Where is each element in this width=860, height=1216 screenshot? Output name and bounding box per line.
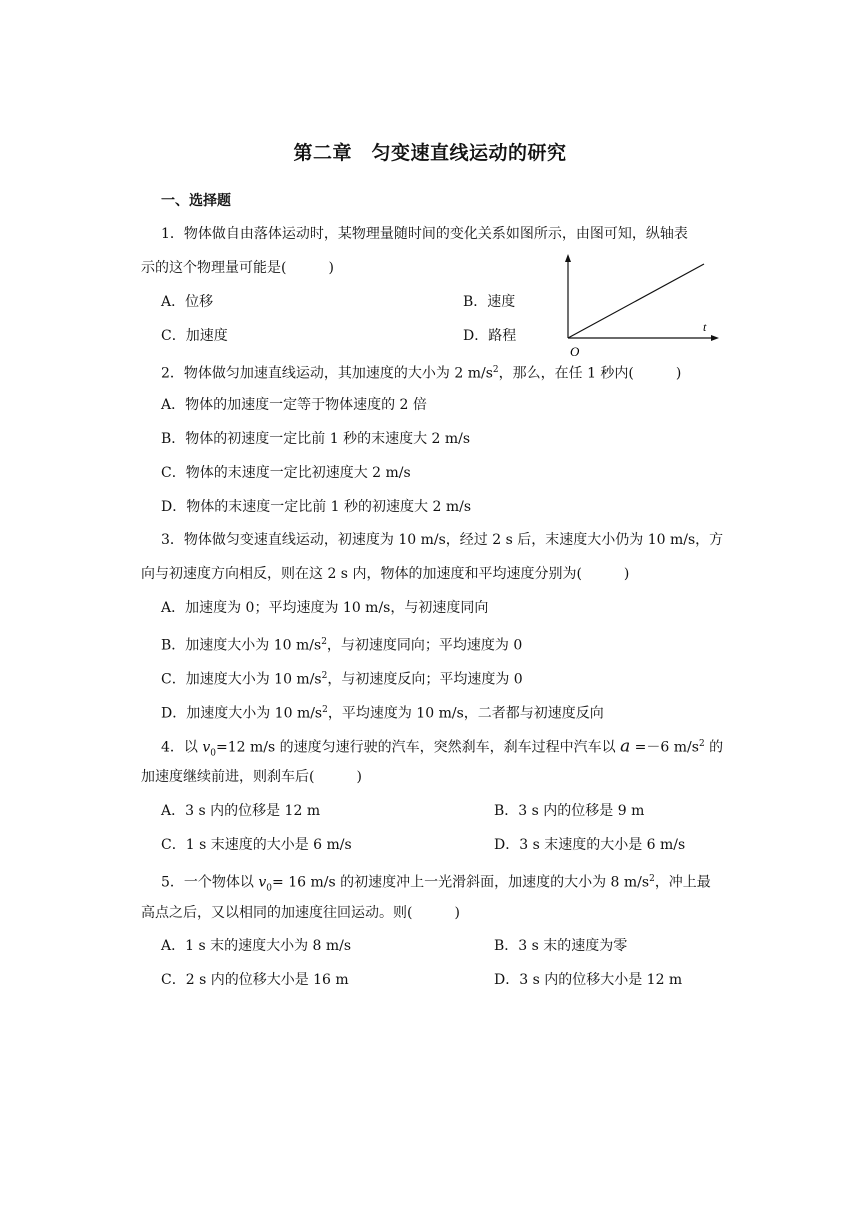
q5-option-c: C．2 s 内的位移大小是 16 m: [161, 972, 349, 988]
q2-stem-text-b: ，那么，在任 1 秒内( ): [498, 365, 682, 382]
q3-option-c-text-a: C．加速度大小为 10 m/s: [161, 671, 322, 688]
q3-stem-line2: 向与初速度方向相反，则在这 2 s 内，物体的加速度和平均速度分别为( ): [141, 566, 630, 582]
q1-option-b: B．速度: [463, 294, 516, 310]
q4-v-subscript: 0: [210, 748, 217, 759]
q2-option-d: D．物体的末速度一定比前 1 秒的初速度大 2 m/s: [161, 499, 472, 515]
q4-stem-line2: 加速度继续前进，则刹车后( ): [141, 769, 362, 785]
q1-option-a: A．位移: [161, 294, 214, 310]
q1-graph: [556, 252, 736, 360]
q4-option-c: C．1 s 末速度的大小是 6 m/s: [161, 837, 352, 853]
q3-option-c: [161, 666, 523, 690]
q5-v-subscript: 0: [266, 883, 273, 894]
q2-option-b: B．物体的初速度一定比前 1 秒的末速度大 2 m/s: [161, 431, 471, 447]
q1-option-c: C．加速度: [161, 328, 228, 344]
q4-option-a: A．3 s 内的位移是 12 m: [161, 803, 321, 819]
q3-option-d-sup: 2: [322, 705, 328, 715]
chapter-title: 第二章 匀变速直线运动的研究: [293, 142, 567, 164]
q4-stem-line1: [161, 734, 723, 763]
x-axis-arrow: [711, 335, 719, 341]
q5-text-c: ，冲上最: [654, 874, 711, 891]
q5-option-b: B．3 s 末的速度为零: [494, 938, 628, 954]
q3-stem-line1: 3．物体做匀变速直线运动，初速度为 10 m/s，经过 2 s 后，末速度大小仍为 10 m/s，方: [161, 532, 724, 548]
q4-text-b: =12 m/s 的速度匀速行驶的汽车，突然刹车，刹车过程中汽车以: [216, 739, 621, 756]
q2-stem-text-a: 2．物体做匀加速直线运动，其加速度的大小为 2 m/s: [161, 365, 493, 382]
graph-line: [568, 264, 704, 338]
q1-option-d: D．路程: [463, 328, 517, 344]
q2-option-c: C．物体的末速度一定比初速度大 2 m/s: [161, 465, 411, 481]
q5-text-a: 5．一个物体以: [161, 874, 259, 891]
q5-option-a: A．1 s 末的速度大小为 8 m/s: [161, 938, 352, 954]
q4-text-a: 4．以: [161, 739, 203, 756]
q2-stem-sup: 2: [492, 365, 499, 375]
q4-a-symbol: a: [620, 736, 631, 757]
q5-text-b: = 16 m/s 的初速度冲上一光滑斜面，加速度的大小为 8 m/s: [272, 874, 650, 891]
q1-stem-line1: 1．物体做自由落体运动时，某物理量随时间的变化关系如图所示，由图可知，纵轴表: [161, 226, 688, 242]
q3-option-d-text-a: D．加速度大小为 10 m/s: [161, 705, 323, 722]
q3-option-d-text-b: ，平均速度为 10 m/s，二者都与初速度反向: [327, 705, 604, 722]
q3-option-b-text-b: ，与初速度同向；平均速度为 0: [326, 637, 523, 654]
q3-option-b-sup: 2: [321, 637, 327, 647]
q1-stem-line2: 示的这个物理量可能是( ): [141, 260, 334, 276]
q5-v-symbol: v: [258, 874, 267, 891]
q3-option-d: [161, 700, 604, 724]
q5-stem-line1: [161, 869, 711, 898]
q4-text-d: 的: [704, 739, 724, 756]
q5-option-d: D．3 s 内的位移大小是 12 m: [494, 972, 683, 988]
x-axis-label: t: [703, 320, 707, 334]
q4-option-d: D．3 s 末速度的大小是 6 m/s: [494, 837, 686, 853]
q3-option-c-sup: 2: [321, 671, 328, 681]
q2-stem: [161, 360, 681, 384]
q3-option-b: [161, 632, 522, 656]
q2-option-a: A．物体的加速度一定等于物体速度的 2 倍: [161, 397, 427, 413]
q4-option-b: B．3 s 内的位移是 9 m: [494, 803, 645, 819]
q4-v-symbol: v: [202, 739, 211, 756]
q4-text-c: =－6 m/s: [630, 739, 699, 756]
origin-label: O: [570, 344, 580, 359]
y-axis-arrow: [565, 254, 571, 262]
q3-option-a: A．加速度为 0；平均速度为 10 m/s，与初速度同向: [161, 600, 489, 616]
q3-option-b-text-a: B．加速度大小为 10 m/s: [161, 637, 322, 654]
section-heading: 一、选择题: [161, 193, 231, 209]
q5-stem-line2: 高点之后，又以相同的加速度往回运动。则( ): [141, 905, 460, 921]
q3-option-c-text-b: ，与初速度反向；平均速度为 0: [327, 671, 523, 688]
q4-sup: 2: [698, 739, 705, 749]
q5-sup: 2: [649, 874, 655, 884]
